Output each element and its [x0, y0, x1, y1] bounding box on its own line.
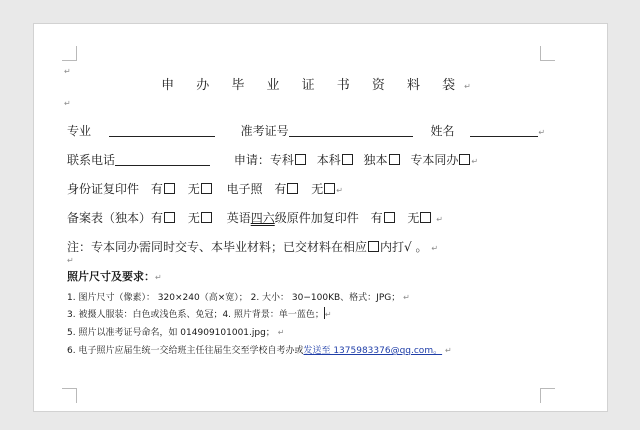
- paragraph-mark: ↵: [155, 273, 162, 282]
- paragraph-mark: ↵: [436, 215, 443, 224]
- label-english-suffix: 级原件加复印件: [274, 211, 359, 225]
- note-line[interactable]: [67, 238, 438, 255]
- requirement-1[interactable]: [67, 290, 410, 303]
- paragraph-mark: ↵: [464, 82, 480, 91]
- requirement-2-text: 3. 被摄人服装：白色或浅色系、免冠；4. 照片背景：单一蓝色；: [67, 310, 324, 320]
- paragraph-mark: ↵: [431, 244, 439, 253]
- checkbox-e-photo-no[interactable]: [324, 183, 335, 194]
- label-benke: 本科: [316, 153, 341, 167]
- crop-mark-top-right: [540, 46, 555, 61]
- photo-requirements-heading[interactable]: [67, 268, 162, 284]
- label-record-no: 无: [187, 211, 200, 225]
- form-row-id-copy[interactable]: [67, 180, 343, 197]
- label-id-copy-yes: 有: [150, 182, 163, 196]
- paragraph-mark: ↵: [403, 293, 410, 302]
- document-title[interactable]: [34, 74, 607, 93]
- label-english-no: 无: [407, 211, 420, 225]
- checkbox-record-no[interactable]: [201, 212, 212, 223]
- paragraph-mark: ↵: [538, 128, 546, 137]
- label-zhuanke: 专科: [269, 153, 294, 167]
- note-text: 注：专本同办需同时交专、本毕业材料；已交材料在相应: [67, 240, 368, 254]
- label-name: 姓名: [430, 124, 455, 138]
- paragraph-mark: ↵: [444, 346, 452, 355]
- label-apply: 申请：: [233, 153, 270, 167]
- note-checkbox: [368, 241, 379, 252]
- label-phone: 联系电话: [67, 153, 116, 167]
- label-english-yes: 有: [370, 211, 383, 225]
- form-row-record[interactable]: [67, 209, 443, 226]
- checkbox-id-copy-yes[interactable]: [164, 183, 175, 194]
- checkbox-e-photo-yes[interactable]: [287, 183, 298, 194]
- note-text-end: 内打√ 。: [380, 240, 428, 254]
- checkbox-id-copy-no[interactable]: [201, 183, 212, 194]
- label-record-form: 备案表（独本）有: [67, 211, 164, 225]
- label-e-photo: 电子照: [226, 182, 263, 196]
- blank-ticket-number[interactable]: [289, 124, 413, 137]
- blank-name[interactable]: [470, 124, 538, 137]
- label-duben: 独本: [363, 153, 388, 167]
- blank-phone[interactable]: [115, 153, 210, 166]
- paragraph-mark: ↵: [64, 99, 71, 108]
- form-row-apply[interactable]: [67, 151, 478, 168]
- crop-mark-bottom-right: [540, 388, 555, 403]
- document-page: [33, 23, 608, 412]
- requirement-4[interactable]: [67, 343, 452, 356]
- email-link[interactable]: 发送至 1375983376@qq.com。: [303, 346, 443, 356]
- crop-mark-bottom-left: [62, 388, 77, 403]
- blank-major[interactable]: [109, 124, 215, 137]
- checkbox-record-yes[interactable]: [164, 212, 175, 223]
- checkbox-duben[interactable]: [389, 154, 400, 165]
- label-e-photo-no: 无: [311, 182, 324, 196]
- label-ticket-number: 准考证号: [240, 124, 289, 138]
- label-english-level: 四六: [250, 211, 275, 225]
- paragraph-mark: ↵: [471, 157, 479, 166]
- paragraph-mark: ↵: [277, 328, 285, 337]
- checkbox-english-yes[interactable]: [384, 212, 395, 223]
- checkbox-zhuanke[interactable]: [295, 154, 306, 165]
- label-e-photo-yes: 有: [274, 182, 287, 196]
- requirement-1-text: 1. 图片尺寸（像素）： 320×240（高×宽）； 2. 大小： 30−100KB、格式：JPG；: [67, 293, 401, 303]
- requirement-4-text: 6. 电子照片应届生统一交给班主任往届生交至学校自考办或: [67, 346, 304, 356]
- label-id-copy-no: 无: [187, 182, 200, 196]
- paragraph-mark: ↵: [324, 310, 332, 319]
- requirement-3-text: 5. 照片以准考证号命名，如 014909101001.jpg；: [67, 328, 275, 338]
- paragraph-mark: ↵: [336, 186, 343, 195]
- title-text: 申 办 毕 业 证 书 资 料 袋: [161, 78, 465, 93]
- requirement-3[interactable]: [67, 325, 284, 338]
- label-major: 专业: [67, 124, 92, 138]
- form-row-major[interactable]: [67, 122, 545, 139]
- checkbox-tongban[interactable]: [459, 154, 470, 165]
- paragraph-mark: ↵: [64, 67, 71, 76]
- requirement-2[interactable]: [67, 307, 332, 320]
- paragraph-mark: ↵: [67, 256, 74, 265]
- label-tongban: 专本同办: [410, 153, 459, 167]
- label-id-copy: 身份证复印件: [67, 182, 140, 196]
- label-english-prefix: 英语: [226, 211, 251, 225]
- crop-mark-top-left: [62, 46, 77, 61]
- requirements-title: 照片尺寸及要求：: [67, 270, 155, 283]
- checkbox-english-no[interactable]: [420, 212, 431, 223]
- checkbox-benke[interactable]: [342, 154, 353, 165]
